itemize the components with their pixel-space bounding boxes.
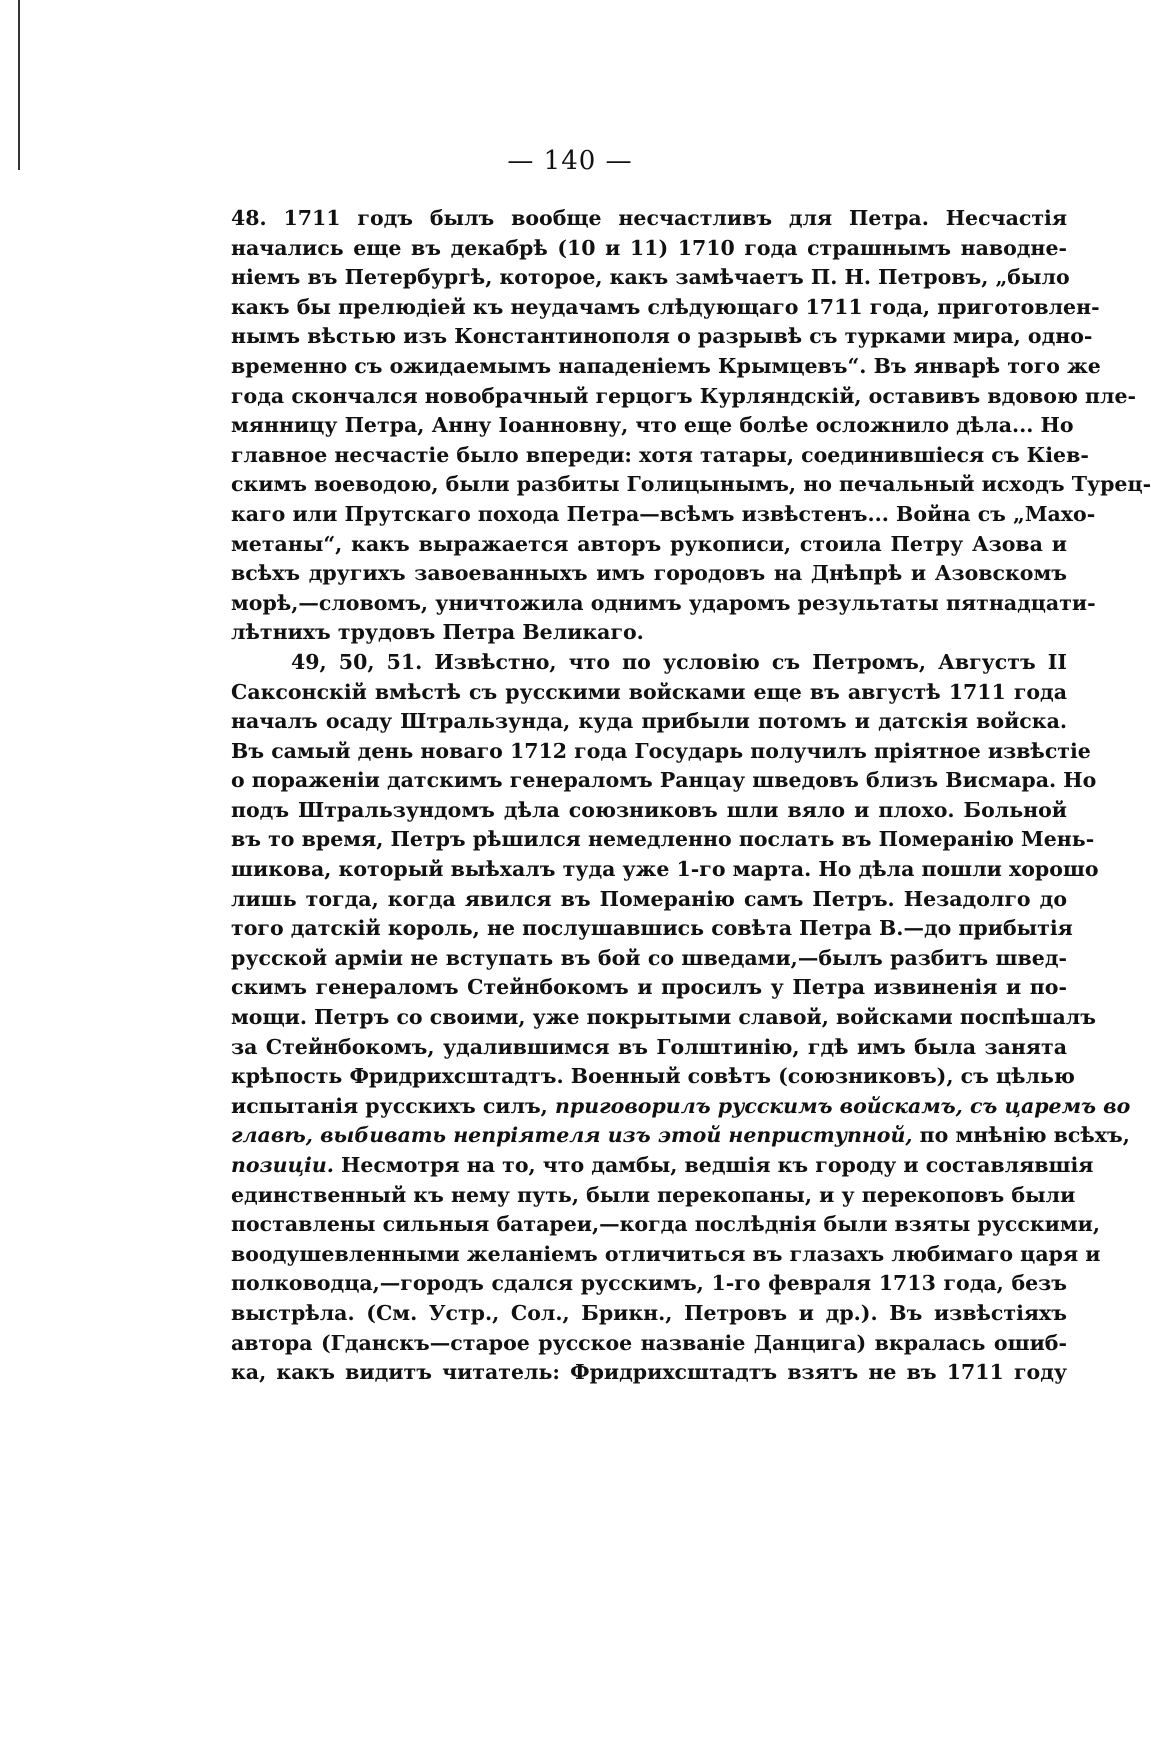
text-line: за Стейнбокомъ, удалившимся въ Голштинію, гдѣ имъ была занята (231, 1034, 1067, 1059)
text-line: 48. 1711 годъ былъ вообще несчастливъ для Петра. Несчастія (231, 206, 1067, 230)
italic-fragment: главѣ, выбивать непріятеля изъ этой неприступной, (231, 1123, 913, 1148)
text-line: поставлены сильныя батареи,—когда послѣднія были взяты русскими, (231, 1212, 1100, 1237)
text-line: того датскій король, не послушавшись совѣта Петра В.—до прибытія (231, 916, 1073, 941)
text-line: каго или Прутскаго похода Петра—всѣмъ извѣстенъ... Война съ „Махо- (231, 501, 1096, 526)
page-edge-line (18, 0, 20, 170)
text-line: скимъ генераломъ Стейнбокомъ и просилъ у Петра извиненія и по- (231, 975, 1067, 1000)
text-line: русской арміи не вступать въ бой со шведами,—былъ разбитъ швед- (231, 945, 1067, 970)
text-line: начались еще въ декабрѣ (10 и 11) 1710 года страшнымъ наводне- (231, 235, 1067, 260)
text-line: воодушевленными желаніемъ отличиться въ глазахъ любимаго царя и (231, 1241, 1101, 1266)
text-line: 49, 50, 51. Извѣстно, что по условію съ Петромъ, Августъ II (291, 649, 1067, 674)
text-line: выстрѣла. (См. Устр., Сол., Брикн., Петровъ и др.). Въ извѣстіяхъ (231, 1300, 1067, 1325)
text-line: морѣ,—словомъ, уничтожила однимъ ударомъ результаты пятнадцати- (231, 590, 1096, 615)
text-line: главное несчастіе было впереди: хотя татары, соединившіеся съ Кіев- (231, 442, 1089, 467)
page-number-header: — 140 — (507, 146, 633, 176)
text-line: автора (Гданскъ—старое русское названіе Данцига) вкралась ошиб- (231, 1330, 1067, 1355)
text-line: шикова, который выѣхалъ туда уже 1-го марта. Но дѣла пошли хорошо (231, 857, 1099, 882)
text-line: единственный къ нему путь, были перекопаны, и у перекоповъ были (231, 1182, 1076, 1207)
text-line: мянницу Петра, Анну Іоанновну, что еще болѣе осложнило дѣла... Но (231, 413, 1074, 438)
text-line: скимъ воеводою, были разбиты Голицынымъ, но печальный исходъ Турец- (231, 472, 1151, 497)
text-line: всѣхъ другихъ завоеванныхъ имъ городовъ на Днѣпрѣ и Азовскомъ (231, 561, 1067, 586)
body-text (231, 204, 1151, 1388)
text-line: метаны“, какъ выражается авторъ рукописи, стоила Петру Азова и (231, 531, 1067, 556)
text-line: о пораженіи датскимъ генераломъ Ранцау шведовъ близъ Висмара. Но (231, 768, 1097, 793)
text-line: подъ Штральзундомъ дѣла союзниковъ шли вяло и плохо. Больной (231, 797, 1067, 822)
text-line: полководца,—городъ сдался русскимъ, 1-го февраля 1713 года, безъ (231, 1271, 1067, 1296)
text-fragment: испытанія русскихъ силъ, (231, 1093, 548, 1118)
text-line: года скончался новобрачный герцогъ Курляндскій, оставивъ вдовою пле- (231, 383, 1137, 408)
text-line-mixed (231, 1121, 1130, 1151)
text-line: какъ бы прелюдіей къ неудачамъ слѣдующаго 1711 года, приготовлен- (231, 294, 1100, 319)
text-line: Въ самый день новаго 1712 года Государь получилъ пріятное извѣстіе (231, 738, 1091, 763)
text-line: началъ осаду Штральзунда, куда прибыли потомъ и датскія войска. (231, 709, 1067, 734)
text-line: ніемъ въ Петербургѣ, которое, какъ замѣчаетъ П. Н. Петровъ, „было (231, 265, 1070, 290)
italic-fragment: позиціи. (231, 1153, 334, 1177)
text-line: крѣпость Фридрихсштадтъ. Военный совѣтъ (союзниковъ), съ цѣлью (231, 1064, 1075, 1089)
text-fragment: Несмотря на то, что дамбы, ведшія къ городу и составлявшія (341, 1153, 1094, 1177)
text-line-mixed (231, 1151, 1094, 1181)
text-line-mixed (231, 1092, 1131, 1122)
text-line: временно съ ожидаемымъ нападеніемъ Крымцевъ“. Въ январѣ того же (231, 353, 1101, 378)
text-line: мощи. Петръ со своими, уже покрытыми славой, войсками поспѣшалъ (231, 1005, 1096, 1030)
text-line: лишь тогда, когда явился въ Померанію самъ Петръ. Незадолго до (231, 886, 1067, 911)
text-fragment: по мнѣнію всѣхъ, (919, 1123, 1130, 1148)
text-line: въ то время, Петръ рѣшился немедленно послать въ Померанію Мень- (231, 827, 1095, 852)
text-line: нымъ вѣстью изъ Константинополя о разрывѣ съ турками мира, одно- (231, 324, 1093, 349)
text-line: лѣтнихъ трудовъ Петра Великаго. (231, 620, 644, 645)
italic-fragment: приговорилъ русскимъ войскамъ, съ царемъ во (554, 1093, 1131, 1118)
text-line: ка, какъ видитъ читатель: Фридрихсштадтъ взятъ не въ 1711 году (231, 1360, 1067, 1385)
text-line: Саксонскій вмѣстѣ съ русскими войсками еще въ августѣ 1711 года (231, 679, 1067, 704)
